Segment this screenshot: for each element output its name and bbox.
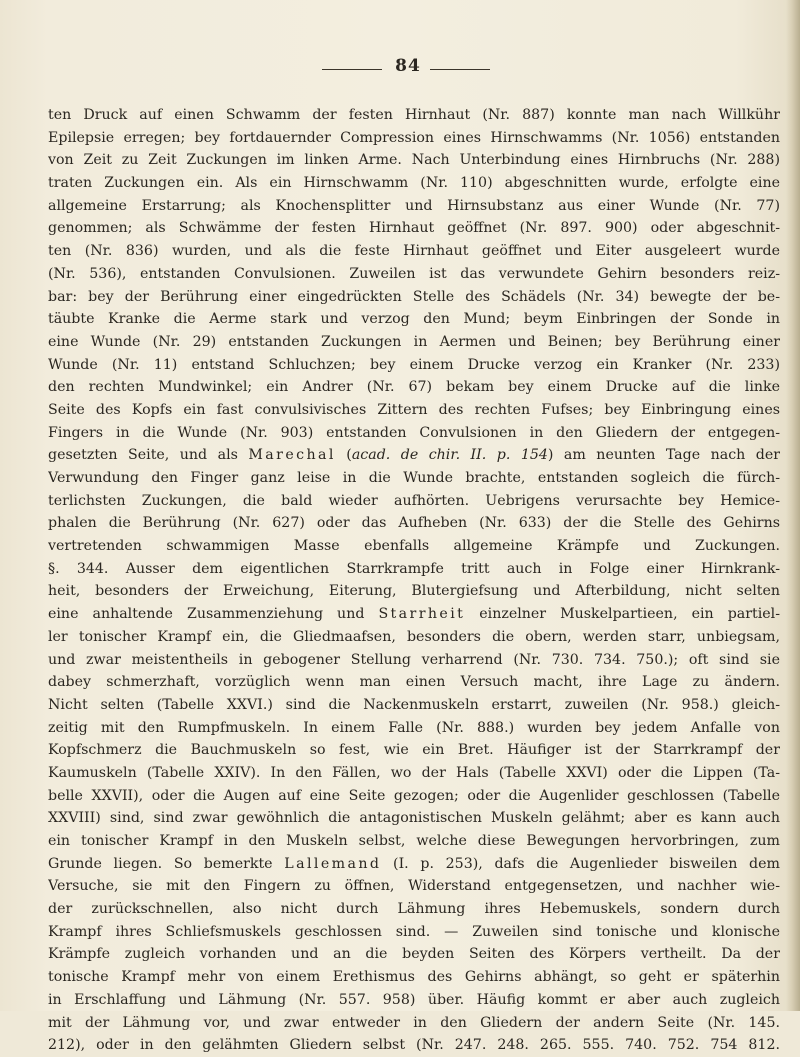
text-line (48, 399, 780, 422)
text-line (48, 422, 780, 445)
text-line (48, 195, 780, 218)
text-line (48, 943, 780, 966)
text-line (48, 512, 780, 535)
text-segment: von Zeit zu Zeit Zuckungen im linken Arme. Nach Unterbindung eines Hirnbruchs (Nr. 288) (48, 152, 780, 169)
text-segment: zeitig mit den Rumpfmuskeln. In einem Falle (Nr. 888.) wurden bey jedem Anfalle von (48, 719, 780, 736)
text-line (48, 649, 780, 672)
text-line (48, 263, 780, 286)
text-segment: traten Zuckungen ein. Als ein Hirnschwamm (Nr. 110) abgeschnitten wurde, erfolgte eine (48, 175, 780, 192)
text-line (48, 580, 780, 603)
text-line (48, 830, 780, 853)
text-segment: Versuche, sie mit den Fingern zu öffnen, Widerstand entgegensetzen, und nachher wie- (48, 878, 780, 895)
text-line (48, 671, 780, 694)
text-segment: ler tonischer Krampf ein, die Gliedmaafsen, besonders die obern, werden starr, unbiegsam, (48, 628, 780, 645)
text-line (48, 535, 780, 558)
text-segment: vertretenden schwammigen Masse ebenfalls allgemeine Krämpfe und Zuckungen. (48, 538, 780, 555)
text-segment: Grunde liegen. So bemerkte (48, 855, 285, 872)
text-line (48, 490, 780, 513)
text-line (48, 444, 780, 467)
text-line (48, 603, 780, 626)
page-edge-shadow (786, 0, 800, 1011)
text-segment: gesetzten Seite, und als (48, 447, 249, 464)
text-line (48, 1012, 780, 1035)
text-line (48, 853, 780, 876)
text-segment: Krämpfe zugleich vorhanden und an die beyden Seiten des Körpers vertheilt. Da der (48, 946, 780, 963)
text-line (48, 785, 780, 808)
text-segment: ( (335, 447, 352, 464)
text-segment: eine Wunde (Nr. 29) entstanden Zuckungen in Aermen und Beinen; bey Berührung einer (48, 333, 780, 350)
text-line (48, 286, 780, 309)
text-line (48, 739, 780, 762)
text-segment: heit, besonders der Erweichung, Eiterung, Blutergiefsung und Afterbildung, nicht selten (48, 583, 780, 600)
text-segment: (I. p. 253), dafs die Augenlieder bisweilen dem (381, 855, 780, 872)
text-line (48, 331, 780, 354)
text-line (48, 626, 780, 649)
text-segment: acad. de chir. II. p. 154 (351, 447, 548, 464)
text-segment: Fingers in die Wunde (Nr. 903) entstanden Convulsionen in den Gliedern der entgegen- (48, 424, 780, 441)
header-rule-left (322, 69, 382, 70)
text-line (48, 149, 780, 172)
text-segment: und zwar meistentheils in gebogener Stellung verharrend (Nr. 730. 734. 750.); oft sind sie (48, 651, 780, 668)
text-line (48, 376, 780, 399)
text-segment: Krampf ihres Schliefsmuskels geschlossen sind. — Zuweilen sind tonische und klonische (48, 923, 780, 940)
text-segment: ) am neunten Tage nach der (547, 447, 780, 464)
body-text (48, 104, 780, 1057)
text-line (48, 467, 780, 490)
text-segment: phalen die Berührung (Nr. 627) oder das Aufheben (Nr. 633) der die Stelle des Gehirns (48, 515, 780, 532)
text-segment: §. 344. Ausser dem eigentlichen Starrkrampfe tritt auch in Folge einer Hirnkrank- (48, 560, 780, 577)
text-segment: bar: bey der Berührung einer eingedrückten Stelle des Schädels (Nr. 34) bewegte der be- (48, 288, 780, 305)
text-line (48, 898, 780, 921)
text-line (48, 172, 780, 195)
text-line (48, 127, 780, 150)
text-segment: ten (Nr. 836) wurden, und als die feste Hirnhaut geöffnet und Eiter ausgeleert wurde (48, 243, 780, 260)
text-segment: der zurückschnellen, also nicht durch Lähmung ihres Hebemuskels, sondern durch (48, 901, 780, 918)
text-segment: mit der Lähmung vor, und zwar entweder in den Gliedern der andern Seite (Nr. 145. (48, 1014, 780, 1031)
text-segment: (Nr. 536), entstanden Convulsionen. Zuweilen ist das verwundete Gehirn besonders reiz- (48, 265, 780, 282)
text-segment: allgemeine Erstarrung; als Knochensplitter und Hirnsubstanz aus einer Wunde (Nr. 77) (48, 197, 780, 214)
text-line (48, 558, 780, 581)
text-segment: täubte Kranke die Aerme stark und verzog den Mund; beym Einbringen der Sonde in (48, 311, 780, 328)
text-line (48, 1034, 780, 1057)
text-line (48, 762, 780, 785)
page-number: 84 (395, 56, 421, 76)
text-segment: terlichsten Zuckungen, die bald wieder aufhörten. Uebrigens verursachte bey Hemice- (48, 492, 780, 509)
text-segment: belle XXVII), oder die Augen auf eine Seite gezogen; oder die Augenlider geschlossen (Tabelle (48, 787, 780, 804)
text-segment: den rechten Mundwinkel; ein Andrer (Nr. 67) bekam bey einem Drucke auf die linke (48, 379, 780, 396)
text-line (48, 104, 780, 127)
text-line (48, 717, 780, 740)
text-line (48, 989, 780, 1012)
text-segment: ein tonischer Krampf in den Muskeln selbst, welche diese Bewegungen hervorbringen, zum (48, 833, 780, 849)
text-segment: ten Druck auf einen Schwamm der festen Hirnhaut (Nr. 887) konnte man nach Willkühr (48, 107, 780, 123)
text-segment: 212), oder in den gelähmten Gliedern selbst (Nr. 247. 248. 265. 555. 740. 752. 754 812. (48, 1037, 780, 1054)
text-segment: Starrheit (378, 606, 466, 623)
text-segment: Kaumuskeln (Tabelle XXIV). In den Fällen, wo der Hals (Tabelle XXVI) oder die Lippen (Ta- (48, 764, 780, 781)
text-segment: eine anhaltende Zusammenziehung und (48, 606, 379, 623)
text-line (48, 240, 780, 263)
text-segment: einzelner Muskelpartieen, ein partiel- (465, 606, 780, 623)
text-line (48, 217, 780, 240)
text-segment: tonische Krampf mehr von einem Erethismus des Gehirns abhängt, so geht er späterhin (48, 969, 780, 986)
text-line (48, 354, 780, 377)
text-segment: Verwundung den Finger ganz leise in die Wunde brachte, entstanden sogleich die fürch- (48, 470, 780, 486)
text-line (48, 921, 780, 944)
page-header (0, 52, 800, 82)
text-segment: Wunde (Nr. 11) entstand Schluchzen; bey einem Drucke verzog ein Kranker (Nr. 233) (48, 356, 780, 373)
text-segment: Marechal (248, 447, 336, 464)
text-line (48, 807, 780, 830)
text-line (48, 875, 780, 898)
text-segment: Lallemand (284, 855, 382, 872)
text-segment: Epilepsie erregen; bey fortdauernder Compression eines Hirnschwamms (Nr. 1056) entstanden (48, 129, 780, 146)
text-line (48, 966, 780, 989)
header-rule-right (430, 69, 490, 70)
text-segment: genommen; als Schwämme der festen Hirnhaut geöffnet (Nr. 897. 900) oder abgeschnit- (48, 220, 780, 237)
text-segment: Nicht selten (Tabelle XXVI.) sind die Nackenmuskeln erstarrt, zuweilen (Nr. 958.) gleich- (48, 696, 780, 713)
text-line (48, 308, 780, 331)
text-segment: XXVIII) sind, sind zwar gewöhnlich die antagonistischen Muskeln gelähmt; aber es kann auch (48, 810, 780, 827)
text-segment: in Erschlaffung und Lähmung (Nr. 557. 958) über. Häufig kommt er aber auch zugleich (48, 991, 780, 1008)
text-segment: Seite des Kopfs ein fast convulsivisches Zittern des rechten Fufses; bey Einbringung eines (48, 401, 780, 418)
text-segment: dabey schmerzhaft, vorzüglich wenn man einen Versuch macht, ihre Lage zu ändern. (48, 674, 780, 691)
text-line (48, 694, 780, 717)
text-segment: Kopfschmerz die Bauchmuskeln so fest, wie ein Bret. Häufiger ist der Starrkrampf der (48, 742, 780, 759)
